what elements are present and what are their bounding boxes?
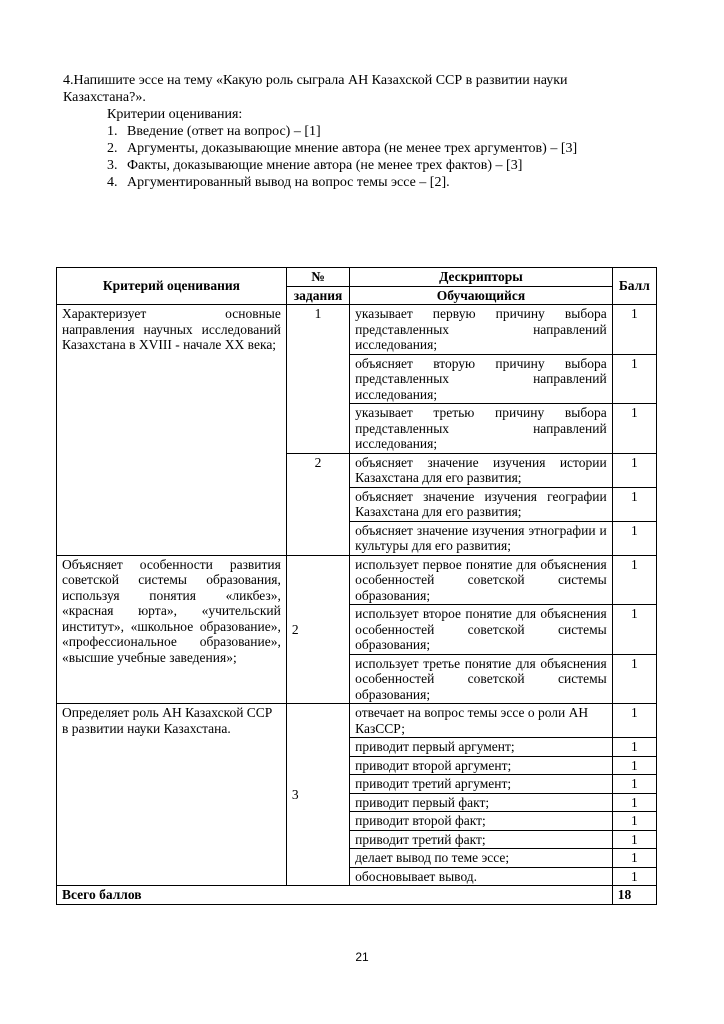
criteria-item-text: Аргументированный вывод на вопрос темы эссе – [2]. <box>127 175 450 190</box>
score-cell: 1 <box>612 738 656 757</box>
criteria-item-text: Введение (ответ на вопрос) – [1] <box>127 124 321 139</box>
descriptor-cell: отвечает на вопрос темы эссе о роли АН КазССР; <box>350 704 613 738</box>
descriptor-cell: приводит первый аргумент; <box>350 738 613 757</box>
score-cell: 1 <box>612 849 656 868</box>
page-number: 21 <box>355 950 369 964</box>
criteria-item-text: Факты, доказывающие мнение автора (не менее трех фактов) – [3] <box>127 158 523 173</box>
header-task-no-line2: задания <box>286 286 349 305</box>
task-question-line2: Казахстана?». <box>63 90 146 105</box>
score-cell: 1 <box>612 555 656 605</box>
descriptor-cell: объясняет значение изучения истории Казахстана для его развития; <box>350 453 613 487</box>
descriptor-cell: делает вывод по теме эссе; <box>350 849 613 868</box>
descriptor-cell: указывает третью причину выбора представленных направлений исследования; <box>350 404 613 454</box>
task-number-cell: 2 <box>286 453 349 555</box>
task-number-cell: 1 <box>286 305 349 454</box>
descriptor-cell: использует первое понятие для объяснения особенностей советской системы образования; <box>350 555 613 605</box>
header-descriptors: Дескрипторы <box>350 268 613 287</box>
table-row <box>57 704 657 738</box>
score-cell: 1 <box>612 830 656 849</box>
score-cell: 1 <box>612 487 656 521</box>
descriptor-cell: указывает первую причину выбора представленных направлений исследования; <box>350 305 613 355</box>
task-statement <box>63 72 663 191</box>
criteria-item <box>63 174 663 191</box>
descriptor-cell: приводит второй аргумент; <box>350 756 613 775</box>
criteria-item-number: 1. <box>107 124 118 139</box>
descriptor-cell: приводит третий факт; <box>350 830 613 849</box>
descriptor-cell: приводит первый факт; <box>350 793 613 812</box>
score-cell: 1 <box>612 812 656 831</box>
descriptor-cell: приводит третий аргумент; <box>350 775 613 794</box>
descriptor-cell: приводит второй факт; <box>350 812 613 831</box>
descriptor-cell: объясняет значение изучения географии Казахстана для его развития; <box>350 487 613 521</box>
criteria-item <box>63 140 663 157</box>
score-cell: 1 <box>612 305 656 355</box>
table-header-row <box>57 268 657 287</box>
criteria-item-number: 2. <box>107 141 118 156</box>
table-row <box>57 555 657 605</box>
criteria-item-number: 3. <box>107 158 118 173</box>
criteria-list <box>63 123 663 191</box>
descriptor-cell: использует третье понятие для объяснения особенностей советской системы образования; <box>350 654 613 704</box>
score-cell: 1 <box>612 704 656 738</box>
score-cell: 1 <box>612 521 656 555</box>
score-cell: 1 <box>612 867 656 886</box>
criteria-item <box>63 157 663 174</box>
score-cell: 1 <box>612 775 656 794</box>
task-number-cell: 2 <box>286 555 349 704</box>
descriptor-cell: объясняет вторую причину выбора представленных направлений исследования; <box>350 354 613 404</box>
rubric-table <box>56 267 657 905</box>
score-cell: 1 <box>612 756 656 775</box>
descriptor-cell: использует второе понятие для объяснения особенностей советской системы образования; <box>350 605 613 655</box>
total-label: Всего баллов <box>57 886 613 905</box>
criterion-cell: Объясняет особенности развития советской системы образования, используя понятия «ликбез», «красная юрта», «учительский институт», «школьное образование», «профессиональное образование», «высшие учебные заведения»; <box>57 555 287 704</box>
score-cell: 1 <box>612 354 656 404</box>
descriptor-cell: объясняет значение изучения этнографии и культуры для его развития; <box>350 521 613 555</box>
score-cell: 1 <box>612 453 656 487</box>
score-cell: 1 <box>612 404 656 454</box>
criterion-cell: Определяет роль АН Казахской ССР в развитии науки Казахстана. <box>57 704 287 886</box>
total-score: 18 <box>612 886 656 905</box>
table-row <box>57 305 657 355</box>
criteria-item-number: 4. <box>107 175 118 190</box>
descriptor-cell: обосновывает вывод. <box>350 867 613 886</box>
task-number-cell: 3 <box>286 704 349 886</box>
score-cell: 1 <box>612 654 656 704</box>
criteria-item-text: Аргументы, доказывающие мнение автора (не менее трех аргументов) – [3] <box>127 141 578 156</box>
criteria-title: Критерии оценивания: <box>107 107 243 122</box>
criteria-item <box>63 123 663 140</box>
criterion-cell: Характеризует основные направления научных исследований Казахстана в XVIII - начале XX века; <box>57 305 287 556</box>
task-question-line1: 4.Напишите эссе на тему «Какую роль сыграла АН Казахской ССР в развитии науки <box>63 73 568 88</box>
total-row <box>57 886 657 905</box>
header-criterion: Критерий оценивания <box>57 268 287 305</box>
score-cell: 1 <box>612 605 656 655</box>
header-score: Балл <box>612 268 656 305</box>
score-cell: 1 <box>612 793 656 812</box>
header-task-no-line1: № <box>286 268 349 287</box>
header-learner: Обучающийся <box>350 286 613 305</box>
